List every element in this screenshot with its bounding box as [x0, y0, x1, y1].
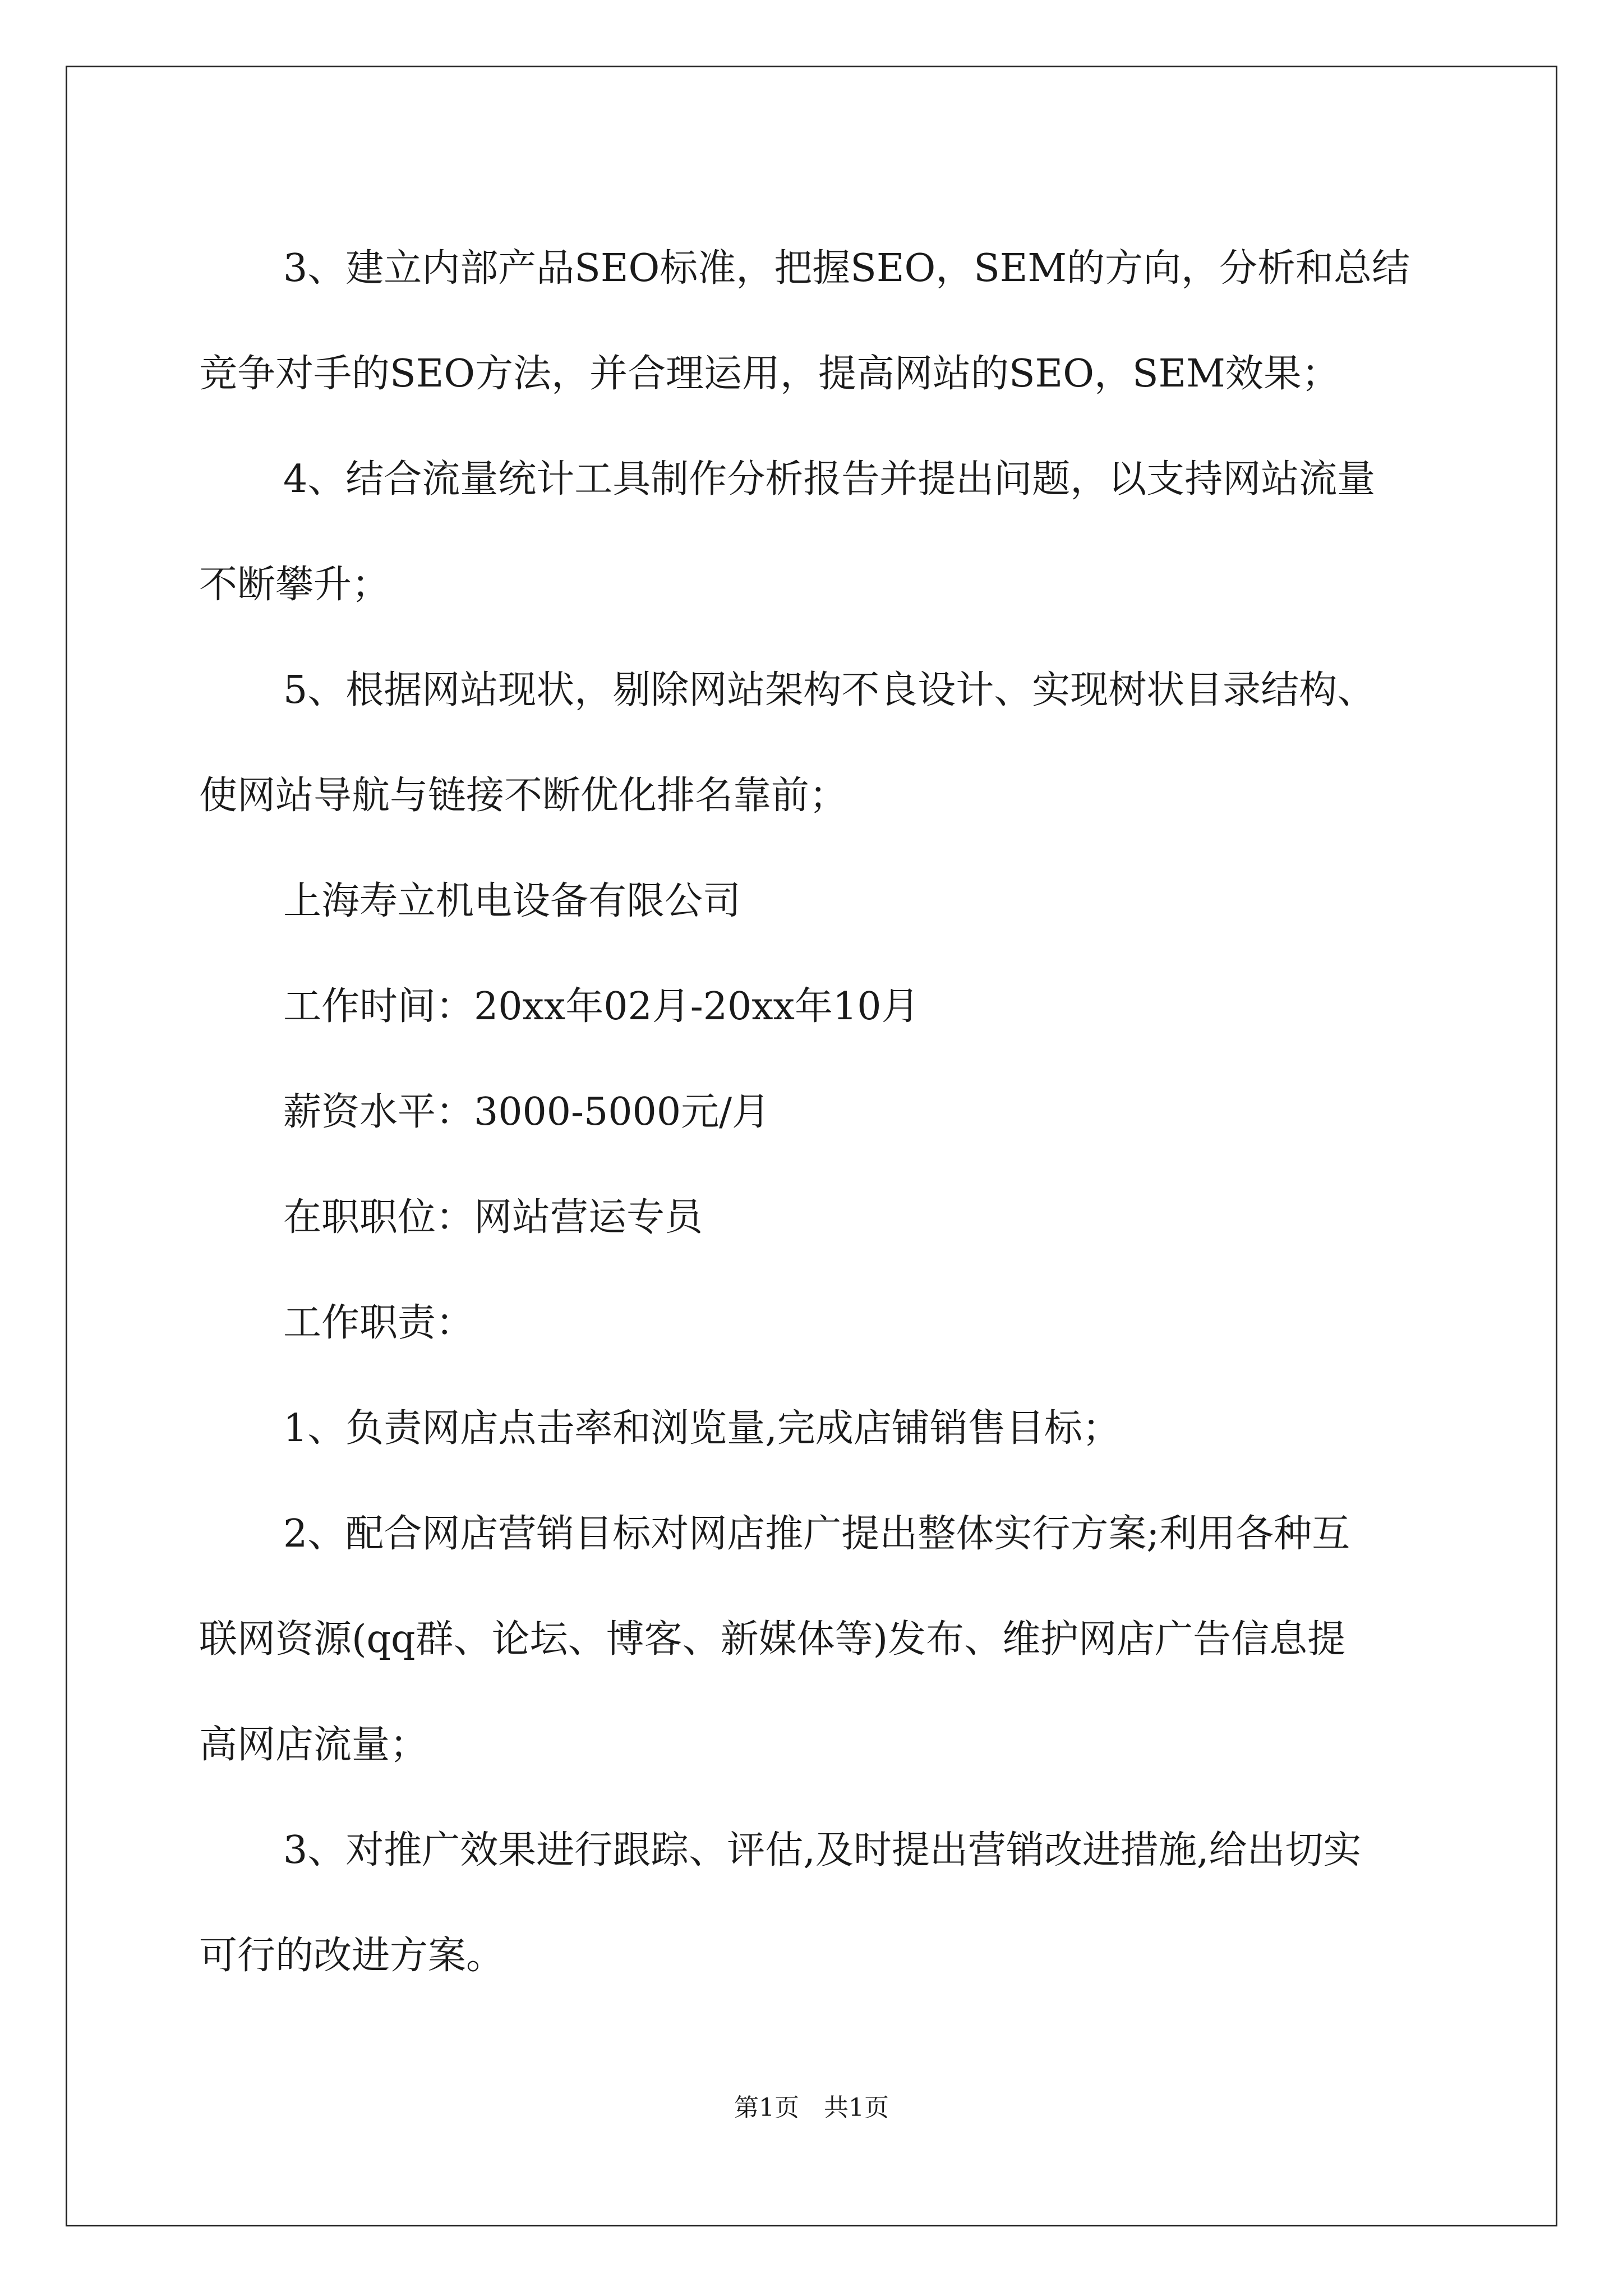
text-line: 5、根据网站现状，剔除网站架构不良设计、实现树状目录结构、 — [283, 668, 1376, 712]
text-line: 不断攀升； — [199, 563, 390, 607]
text-line: 竞争对手的SEO方法，并合理运用，提高网站的SEO，SEM效果； — [199, 352, 1340, 396]
company-name — [199, 849, 1467, 954]
text-line: 2、配合网店营销目标对网店推广提出整体实行方案;利用各种互 — [283, 1512, 1350, 1556]
document-body — [199, 216, 1467, 2009]
job-position — [199, 1165, 1467, 1271]
salary-level — [199, 1060, 1467, 1165]
paragraph-item-5-structure — [199, 638, 1467, 849]
work-period — [199, 954, 1467, 1060]
paragraph-item-3-seo — [199, 216, 1467, 427]
text-line: 工作职责： — [283, 1301, 474, 1345]
text-line: 工作时间：20xx年02月-20xx年10月 — [283, 984, 920, 1029]
duty-item-2 — [199, 1481, 1467, 1798]
page-number: 第1页 — [734, 2093, 799, 2122]
page-total: 共1页 — [824, 2093, 889, 2122]
text-line: 薪资水平：3000-5000元/月 — [283, 1090, 770, 1134]
text-line: 在职职位：网站营运专员 — [283, 1195, 703, 1240]
duty-item-3 — [199, 1798, 1467, 2009]
duties-heading — [199, 1271, 1467, 1376]
page-footer — [0, 2091, 1623, 2125]
text-line: 1、负责网店点击率和浏览量,完成店铺销售目标； — [283, 1406, 1121, 1451]
text-line: 使网站导航与链接不断优化排名靠前； — [199, 774, 848, 818]
text-line: 联网资源(qq群、论坛、博客、新媒体等)发布、维护网店广告信息提 — [199, 1617, 1346, 1662]
text-line: 高网店流量； — [199, 1723, 428, 1767]
text-line: 3、建立内部产品SEO标准，把握SEO，SEM的方向，分析和总结 — [283, 246, 1410, 291]
text-line: 上海寿立机电设备有限公司 — [283, 879, 741, 923]
text-line: 可行的改进方案。 — [199, 1934, 505, 1978]
text-line: 3、对推广效果进行跟踪、评估,及时提出营销改进措施,给出切实 — [283, 1828, 1362, 1872]
paragraph-item-4-traffic — [199, 427, 1467, 638]
text-line: 4、结合流量统计工具制作分析报告并提出问题，以支持网站流量 — [283, 457, 1376, 501]
duty-item-1 — [199, 1376, 1467, 1481]
